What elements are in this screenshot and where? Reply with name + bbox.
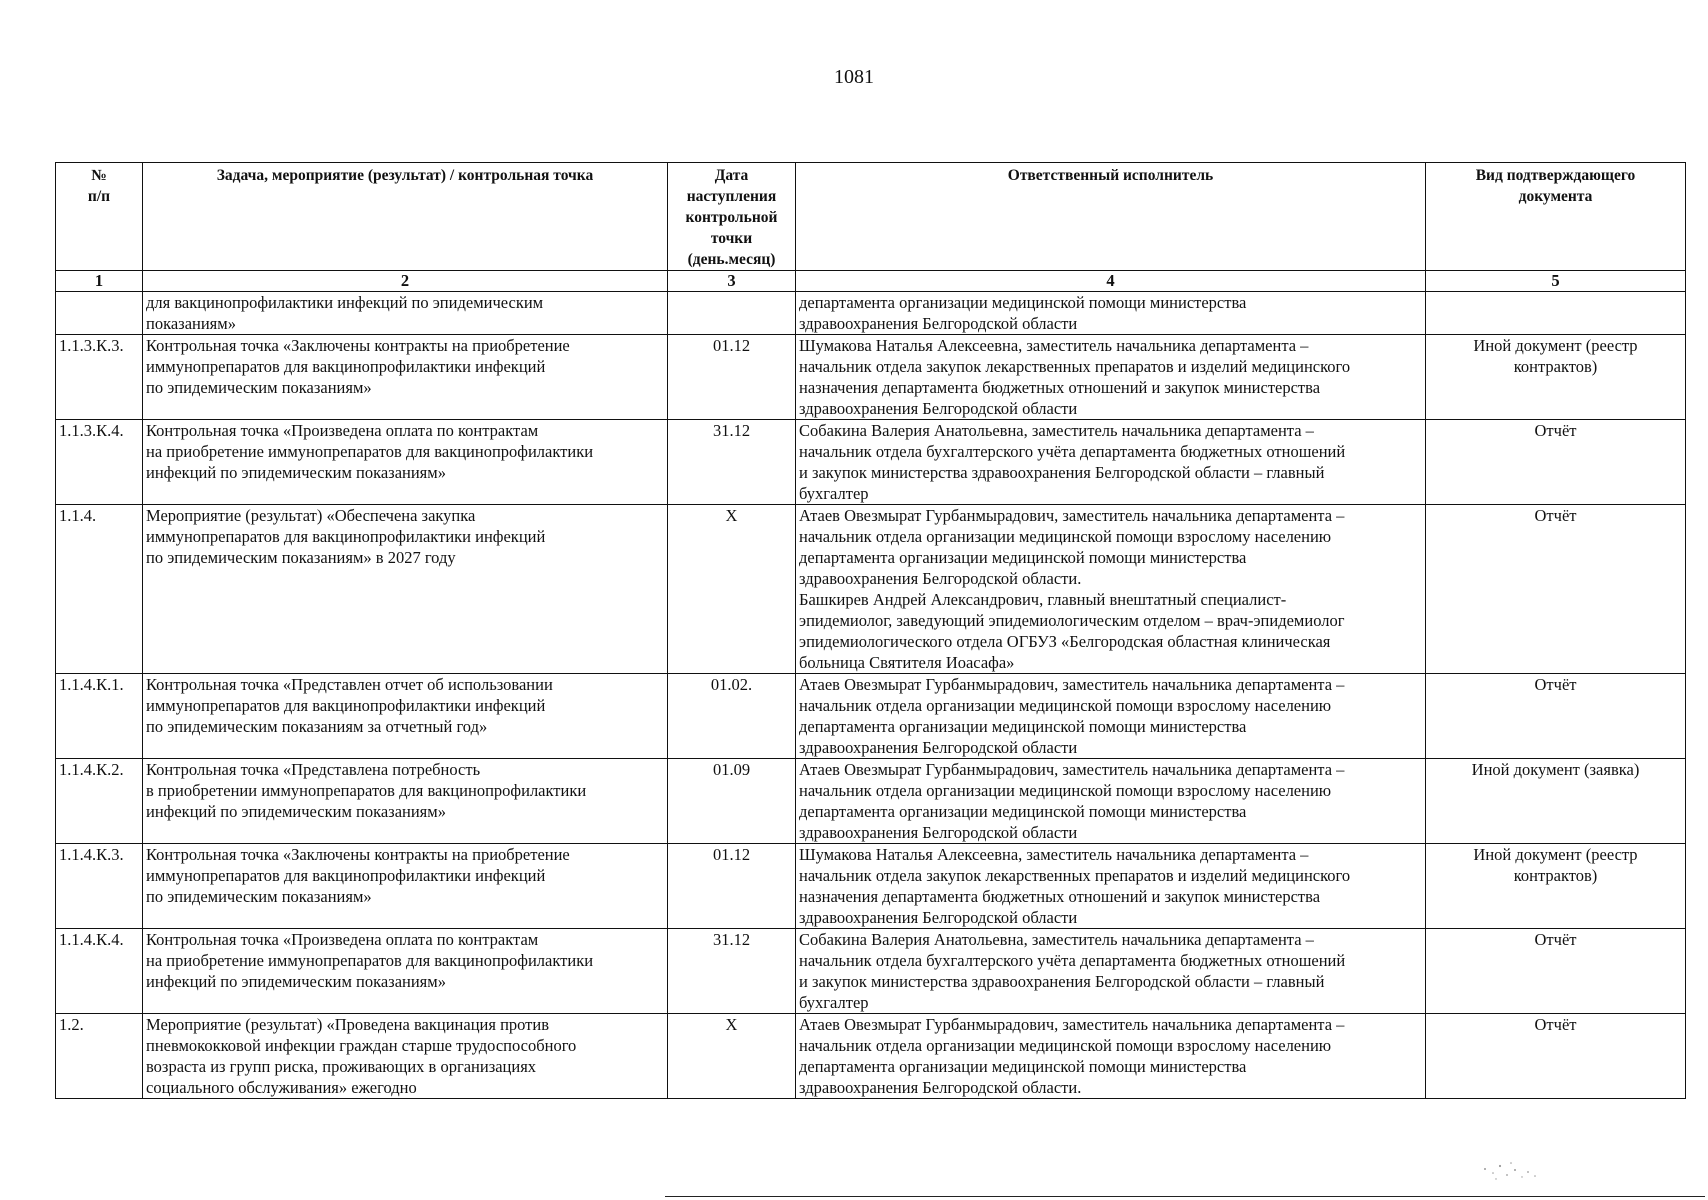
table-row [56, 759, 1686, 844]
row-task: Контрольная точка «Заключены контракты на приобретение иммунопрепаратов для вакцинопрофилактики инфекций по эпидемическим показаниям» [143, 335, 668, 420]
header-executor: Ответственный исполнитель [796, 163, 1426, 271]
row-number: 1.1.4.К.2. [56, 759, 143, 844]
header-number: № п/п [56, 163, 143, 271]
row-task: для вакцинопрофилактики инфекций по эпидемическим показаниям» [143, 292, 668, 335]
column-number: 2 [143, 271, 668, 292]
header-date: Дата наступления контрольной точки (день.месяц) [668, 163, 796, 271]
row-date: 01.12 [668, 844, 796, 929]
row-executor: Атаев Овезмырат Гурбанмырадович, заместитель начальника департамента – начальник отдела организации медицинской помощи взрослому населению департамента организации медицинской помощи министерства здравоохранения Белгородской области. [796, 1014, 1426, 1099]
row-task: Мероприятие (результат) «Проведена вакцинация против пневмококковой инфекции граждан старше трудоспособного возраста из групп риска, проживающих в организациях социального обслуживания» ежегодно [143, 1014, 668, 1099]
table-row [56, 292, 1686, 335]
row-task: Контрольная точка «Заключены контракты на приобретение иммунопрепаратов для вакцинопрофилактики инфекций по эпидемическим показаниям» [143, 844, 668, 929]
column-number: 4 [796, 271, 1426, 292]
page-number: 1081 [834, 66, 874, 88]
row-number: 1.1.4. [56, 505, 143, 674]
row-date: Х [668, 505, 796, 674]
row-document: Отчёт [1426, 505, 1686, 674]
row-document: Отчёт [1426, 674, 1686, 759]
scan-noise [1465, 1155, 1555, 1185]
table-row [56, 674, 1686, 759]
row-date: 01.12 [668, 335, 796, 420]
row-number: 1.1.3.К.4. [56, 420, 143, 505]
row-number: 1.1.3.К.3. [56, 335, 143, 420]
row-task: Контрольная точка «Представлен отчет об использовании иммунопрепаратов для вакцинопрофилактики инфекций по эпидемическим показаниям за отчетный год» [143, 674, 668, 759]
row-document: Иной документ (заявка) [1426, 759, 1686, 844]
row-executor: Атаев Овезмырат Гурбанмырадович, заместитель начальника департамента – начальник отдела организации медицинской помощи взрослому населению департамента организации медицинской помощи министерства здравоохранения Белгородской области. Башкирев Андрей Александрович, главный внештатный специалист- эпидемиолог, заведующий эпидемиологическим отделом – врач-эпидемиолог эпидемиологического отдела ОГБУЗ «Белгородская областная клиническая больница Святителя Иоасафа» [796, 505, 1426, 674]
row-executor: Собакина Валерия Анатольевна, заместитель начальника департамента – начальник отдела бухгалтерского учёта департамента бюджетных отношений и закупок министерства здравоохранения Белгородской области – главный бухгалтер [796, 929, 1426, 1014]
table-row [56, 420, 1686, 505]
row-document [1426, 292, 1686, 335]
table-row [56, 929, 1686, 1014]
row-executor: Собакина Валерия Анатольевна, заместитель начальника департамента – начальник отдела бухгалтерского учёта департамента бюджетных отношений и закупок министерства здравоохранения Белгородской области – главный бухгалтер [796, 420, 1426, 505]
table-header-row [56, 163, 1686, 271]
row-document: Отчёт [1426, 1014, 1686, 1099]
row-document: Отчёт [1426, 929, 1686, 1014]
row-executor: Атаев Овезмырат Гурбанмырадович, заместитель начальника департамента – начальник отдела организации медицинской помощи взрослому населению департамента организации медицинской помощи министерства здравоохранения Белгородской области [796, 759, 1426, 844]
row-document: Иной документ (реестр контрактов) [1426, 335, 1686, 420]
column-number: 3 [668, 271, 796, 292]
row-date: 31.12 [668, 929, 796, 1014]
table-row [56, 505, 1686, 674]
column-number: 1 [56, 271, 143, 292]
row-task: Контрольная точка «Представлена потребность в приобретении иммунопрепаратов для вакцинопрофилактики инфекций по эпидемическим показаниям» [143, 759, 668, 844]
row-number: 1.1.4.К.4. [56, 929, 143, 1014]
row-date: 31.12 [668, 420, 796, 505]
row-date: 01.02. [668, 674, 796, 759]
column-numbers-row [56, 271, 1686, 292]
row-document: Иной документ (реестр контрактов) [1426, 844, 1686, 929]
row-task: Контрольная точка «Произведена оплата по контрактам на приобретение иммунопрепаратов для вакцинопрофилактики инфекций по эпидемическим показаниям» [143, 929, 668, 1014]
row-date: 01.09 [668, 759, 796, 844]
row-number: 1.1.4.К.3. [56, 844, 143, 929]
scan-edge-line [665, 1196, 1705, 1197]
header-document: Вид подтверждающего документа [1426, 163, 1686, 271]
row-executor: Шумакова Наталья Алексеевна, заместитель начальника департамента – начальник отдела закупок лекарственных препаратов и изделий медицинского назначения департамента бюджетных отношений и закупок министерства здравоохранения Белгородской области [796, 335, 1426, 420]
row-task: Контрольная точка «Произведена оплата по контрактам на приобретение иммунопрепаратов для вакцинопрофилактики инфекций по эпидемическим показаниям» [143, 420, 668, 505]
column-number: 5 [1426, 271, 1686, 292]
control-points-table [55, 162, 1686, 1099]
table-row [56, 1014, 1686, 1099]
row-executor: Атаев Овезмырат Гурбанмырадович, заместитель начальника департамента – начальник отдела организации медицинской помощи взрослому населению департамента организации медицинской помощи министерства здравоохранения Белгородской области [796, 674, 1426, 759]
table-row [56, 844, 1686, 929]
row-executor: Шумакова Наталья Алексеевна, заместитель начальника департамента – начальник отдела закупок лекарственных препаратов и изделий медицинского назначения департамента бюджетных отношений и закупок министерства здравоохранения Белгородской области [796, 844, 1426, 929]
row-number: 1.2. [56, 1014, 143, 1099]
row-date [668, 292, 796, 335]
row-task: Мероприятие (результат) «Обеспечена закупка иммунопрепаратов для вакцинопрофилактики инфекций по эпидемическим показаниям» в 2027 году [143, 505, 668, 674]
row-date: Х [668, 1014, 796, 1099]
row-document: Отчёт [1426, 420, 1686, 505]
row-number [56, 292, 143, 335]
header-task: Задача, мероприятие (результат) / контрольная точка [143, 163, 668, 271]
row-executor: департамента организации медицинской помощи министерства здравоохранения Белгородской области [796, 292, 1426, 335]
table-row [56, 335, 1686, 420]
row-number: 1.1.4.К.1. [56, 674, 143, 759]
